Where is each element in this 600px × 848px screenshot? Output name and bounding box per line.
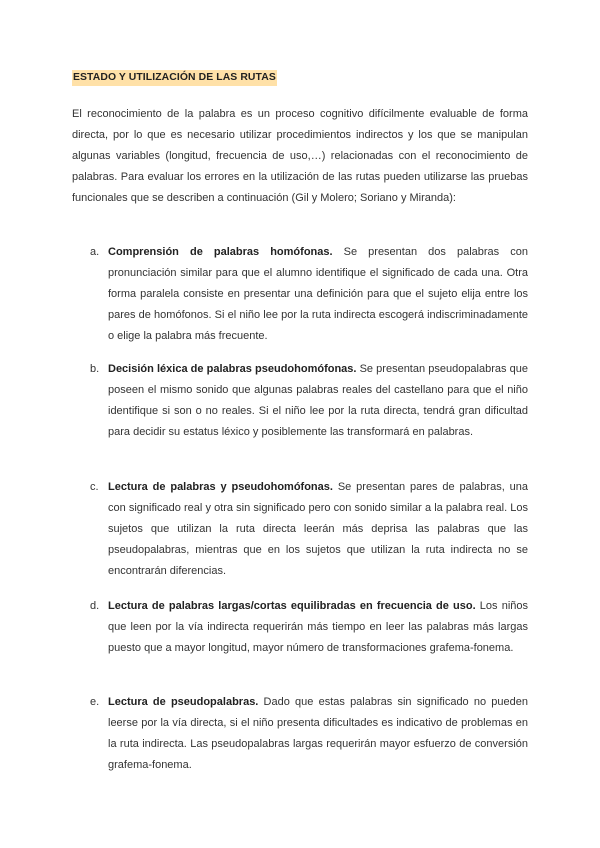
section-heading: ESTADO Y UTILIZACIÓN DE LAS RUTAS	[72, 70, 277, 86]
list-marker: e.	[90, 696, 100, 708]
list-marker: a.	[90, 246, 100, 258]
list-item-title: Comprensión de palabras homófonas.	[108, 246, 333, 258]
list-marker: c.	[90, 481, 99, 493]
list-item-body: Se presentan pseudopalabras que poseen el mismo sonido que algunas palabras reales del castellano para que el niño identifique si son o no reales. Si el niño lee por la ruta directa, tendrá gran dificultad para decidir su estatus léxico y posiblemente las transformará en palabras.	[108, 363, 528, 438]
list-item-text	[108, 242, 528, 347]
list-item	[90, 359, 528, 443]
list-item-text	[108, 477, 528, 582]
list-item	[90, 242, 528, 347]
list-item-title: Lectura de palabras y pseudohomófonas.	[108, 481, 333, 493]
list-item	[90, 596, 528, 659]
list-item-body: Dado que estas palabras sin significado no pueden leerse por la vía directa, si el niño presenta dificultades es indicativo de problemas en la ruta indirecta. Las pseudopalabras largas requerirán mayor esfuerzo de conversión grafema-fonema.	[108, 696, 528, 771]
list-item	[90, 692, 528, 776]
list-item-title: Decisión léxica de palabras pseudohomófonas.	[108, 363, 357, 375]
list-item-body: Los niños que leen por la vía indirecta requerirán más tiempo en leer las palabras más largas puesto que a mayor longitud, mayor número de transformaciones grafema-fonema.	[108, 600, 528, 654]
list-marker: b.	[90, 363, 100, 375]
list-item-text	[108, 596, 528, 659]
list-item	[90, 477, 528, 582]
list-item-body: Se presentan dos palabras con pronunciación similar para que el alumno identifique el significado de cada una. Otra forma paralela consiste en presentar una definición para que el sujeto elija entre los pares de homófonos. Si el niño lee por la ruta indirecta escogerá indiscriminadamente o elige la palabra más frecuente.	[108, 246, 528, 342]
list-marker: d.	[90, 600, 100, 612]
list-item-text	[108, 359, 528, 443]
list-item-body: Se presentan pares de palabras, una con significado real y otra sin significado pero con sonido similar a la palabra real. Los sujetos que utilizan la ruta directa leerán más deprisa las palabras que las pseudopalabras, mientras que en los sujetos que utilizan la ruta indirecta no se encontrarán diferencias.	[108, 481, 528, 577]
list-item-title: Lectura de palabras largas/cortas equilibradas en frecuencia de uso.	[108, 600, 476, 612]
list-item-title: Lectura de pseudopalabras.	[108, 696, 259, 708]
list-item-text	[108, 692, 528, 776]
intro-paragraph: El reconocimiento de la palabra es un proceso cognitivo difícilmente evaluable de forma directa, por lo que es necesario utilizar procedimientos indirectos y los que se manipulan algunas variables (longitud, frecuencia de uso,…) relacionadas con el reconocimiento de palabras. Para evaluar los errores en la utilización de las rutas pueden utilizarse las pruebas funcionales que se describen a continuación (Gil y Molero; Soriano y Miranda):	[72, 108, 528, 204]
